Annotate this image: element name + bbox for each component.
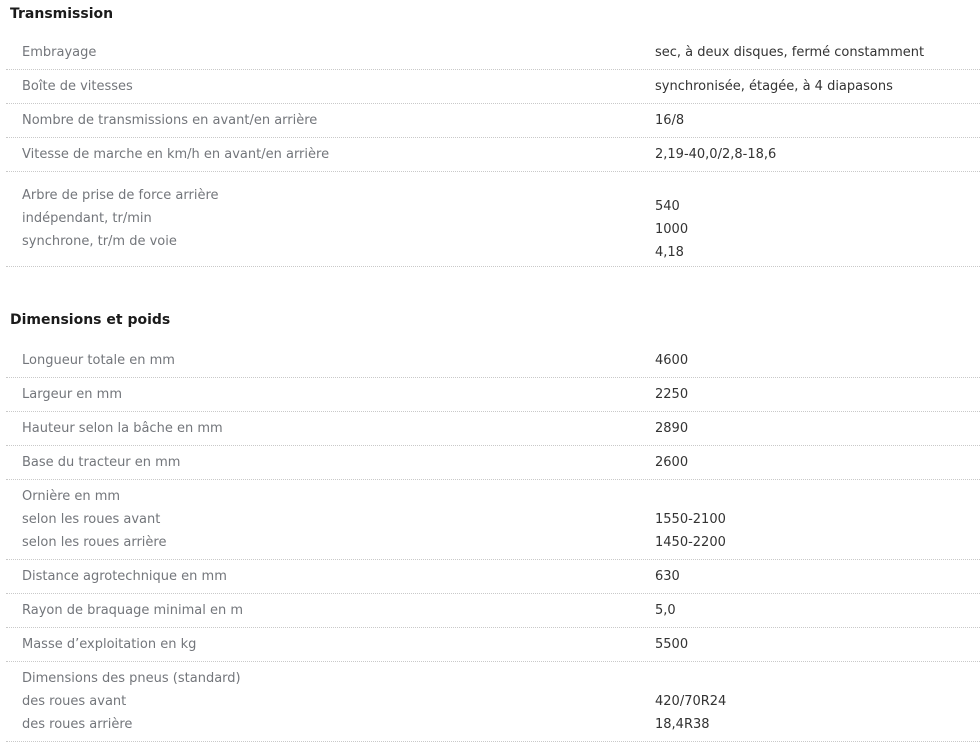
spec-label: Largeur en mm xyxy=(22,387,122,402)
spec-label-line: synchrone, tr/m de voie xyxy=(22,234,177,249)
spec-value: 2,19-40,0/2,8-18,6 xyxy=(655,147,777,162)
spec-label-line: selon les roues arrière xyxy=(22,535,167,550)
spec-value: 2600 xyxy=(655,455,689,470)
spec-value xyxy=(655,485,980,554)
spec-row xyxy=(6,446,980,480)
spec-row xyxy=(6,412,980,446)
section-transmission xyxy=(6,5,980,267)
spec-value: 5500 xyxy=(655,637,689,652)
spec-label: Hauteur selon la bâche en mm xyxy=(22,421,223,436)
spec-value-line: 540 xyxy=(655,199,680,214)
spec-value: 4600 xyxy=(655,353,689,368)
spec-label-line: Dimensions des pneus (standard) xyxy=(22,671,241,686)
spec-label-line: Ornière en mm xyxy=(22,489,121,504)
section-dimensions xyxy=(6,311,980,742)
spec-label: Vitesse de marche en km/h en avant/en arrière xyxy=(22,147,330,162)
spec-value-line: 4,18 xyxy=(655,245,684,260)
spec-value: 5,0 xyxy=(655,603,676,618)
spec-label: Boîte de vitesses xyxy=(22,79,133,94)
section-title: Dimensions et poids xyxy=(10,312,171,328)
spec-row xyxy=(6,628,980,662)
spec-label-line: selon les roues avant xyxy=(22,512,161,527)
spec-label xyxy=(6,485,655,554)
spec-value xyxy=(655,184,980,264)
spec-value-line: 1450-2200 xyxy=(655,535,726,550)
spec-value: 2890 xyxy=(655,421,689,436)
spec-sheet xyxy=(0,5,980,742)
spec-label: Longueur totale en mm xyxy=(22,353,175,368)
spec-label xyxy=(6,184,655,253)
spec-row xyxy=(6,172,980,267)
spec-row xyxy=(6,36,980,70)
spec-value-line: 1550-2100 xyxy=(655,512,726,527)
section-title: Transmission xyxy=(10,6,114,22)
spec-value-line: 18,4R38 xyxy=(655,717,710,732)
spec-label-line: des roues arrière xyxy=(22,717,133,732)
spec-row xyxy=(6,70,980,104)
spec-value-line: 1000 xyxy=(655,222,689,237)
spec-row xyxy=(6,104,980,138)
spec-row xyxy=(6,138,980,172)
spec-row xyxy=(6,480,980,560)
spec-row xyxy=(6,560,980,594)
spec-label: Rayon de braquage minimal en m xyxy=(22,603,244,618)
spec-value xyxy=(655,667,980,736)
spec-row xyxy=(6,594,980,628)
spec-label: Embrayage xyxy=(22,45,97,60)
spec-row xyxy=(6,662,980,742)
spec-value: sec, à deux disques, fermé constamment xyxy=(655,45,925,60)
spec-label: Masse d’exploitation en kg xyxy=(22,637,197,652)
spec-label xyxy=(6,667,655,736)
spec-label: Distance agrotechnique en mm xyxy=(22,569,227,584)
spec-value: 2250 xyxy=(655,387,689,402)
spec-row xyxy=(6,344,980,378)
spec-label-line: Arbre de prise de force arrière xyxy=(22,188,219,203)
spec-label-line: indépendant, tr/min xyxy=(22,211,152,226)
spec-value: 16/8 xyxy=(655,113,685,128)
spec-label-line: des roues avant xyxy=(22,694,127,709)
spec-value-line: 420/70R24 xyxy=(655,694,727,709)
spec-value: 630 xyxy=(655,569,680,584)
spec-row xyxy=(6,378,980,412)
spec-label: Base du tracteur en mm xyxy=(22,455,181,470)
spec-value: synchronisée, étagée, à 4 diapasons xyxy=(655,79,893,94)
spec-label: Nombre de transmissions en avant/en arrière xyxy=(22,113,318,128)
